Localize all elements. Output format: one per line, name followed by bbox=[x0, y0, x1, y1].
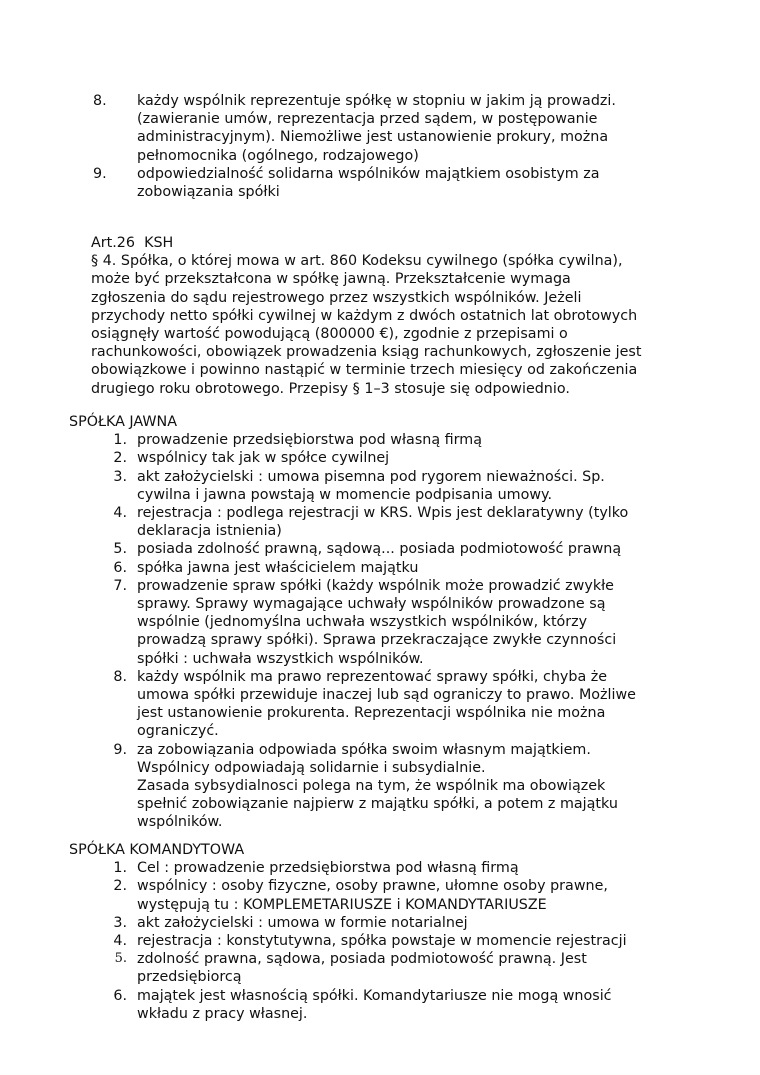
list-item bbox=[69, 950, 729, 986]
article-line: osiągnęły wartość powodującą (800000 €), zgodnie z przepisami o bbox=[91, 326, 568, 343]
list-number: 8. bbox=[93, 93, 107, 109]
list-item bbox=[69, 577, 729, 668]
article-line: § 4. Spółka, o której mowa w art. 860 Kodeksu cywilnego (spółka cywilna), bbox=[91, 253, 623, 270]
list-line: przedsiębiorcą bbox=[137, 969, 242, 986]
list-line: za zobowiązania odpowiada spółka swoim własnym majątkiem. bbox=[137, 741, 591, 758]
list-line: ograniczyć. bbox=[137, 723, 219, 740]
list-item bbox=[69, 431, 729, 449]
list-line: akt założycielski : umowa pisemna pod rygorem nieważności. Sp. bbox=[137, 468, 605, 485]
section-heading-jawna: SPÓŁKA JAWNA bbox=[69, 414, 178, 430]
list-number: 9. bbox=[113, 741, 127, 758]
list-item bbox=[69, 877, 729, 913]
list-number: 6. bbox=[113, 987, 127, 1004]
list-item bbox=[69, 468, 729, 504]
list-number: 1. bbox=[113, 432, 127, 449]
list-item bbox=[69, 668, 729, 741]
list-number: 5. bbox=[114, 951, 127, 967]
list-item bbox=[93, 165, 733, 201]
list-number: 2. bbox=[113, 878, 127, 895]
article-line: może być przekształcona w spółkę jawną. Przekształcenie wymaga bbox=[91, 271, 571, 288]
list-line: wspólnicy tak jak w spółce cywilnej bbox=[137, 450, 390, 467]
list-line: wspólników. bbox=[137, 814, 223, 831]
list-number: 6. bbox=[113, 559, 127, 576]
list-line: każdy wspólnik reprezentuje spółkę w stopniu w jakim ją prowadzi. bbox=[137, 93, 616, 109]
list-line: spełnić zobowiązanie najpierw z majątku spółki, a potem z majątku bbox=[137, 796, 618, 813]
list-line: wspólnicy : osoby fizyczne, osoby prawne, ułomne osoby prawne, bbox=[137, 878, 608, 895]
list-line: Cel : prowadzenie przedsiębiorstwa pod własną firmą bbox=[137, 860, 519, 877]
list-item bbox=[69, 914, 729, 932]
list-line: pełnomocnika (ogólnego, rodzajowego) bbox=[137, 147, 419, 164]
list-item bbox=[69, 449, 729, 467]
article-line: przychody netto spółki cywilnej w każdym z dwóch ostatnich lat obrotowych bbox=[91, 307, 638, 324]
list-line: każdy wspólnik ma prawo reprezentować sprawy spółki, chyba że bbox=[137, 668, 608, 685]
list-item bbox=[69, 859, 729, 877]
top-list bbox=[93, 92, 733, 201]
list-line: akt założycielski : umowa w formie notarialnej bbox=[137, 914, 468, 931]
list-line: posiada zdolność prawną, sądową... posiada podmiotowość prawną bbox=[137, 541, 622, 558]
list-line: prowadzą sprawy spółki). Sprawa przekraczające zwykłe czynności bbox=[137, 632, 617, 649]
list-number: 3. bbox=[113, 468, 127, 485]
article-line: rachunkowości, obowiązek prowadzenia ksiąg rachunkowych, zgłoszenie jest bbox=[91, 344, 642, 361]
list-number: 1. bbox=[113, 860, 127, 877]
list-line: wkładu z pracy własnej. bbox=[137, 1005, 308, 1022]
jawna-section bbox=[69, 413, 729, 832]
article-line: zgłoszenia do sądu rejestrowego przez wszystkich wspólników. Jeżeli bbox=[91, 289, 582, 306]
list-line: zobowiązania spółki bbox=[137, 184, 280, 201]
list-number: 3. bbox=[113, 914, 127, 931]
list-number: 4. bbox=[113, 933, 127, 950]
list-item bbox=[69, 741, 729, 832]
list-number: 2. bbox=[113, 450, 127, 467]
list-line: Zasada sybsydialnosci polega na tym, że wspólnik ma obowiązek bbox=[137, 778, 606, 795]
list-line: administracyjnym). Niemożliwe jest ustanowienie prokury, można bbox=[137, 129, 609, 146]
list-item bbox=[69, 504, 729, 540]
list-item bbox=[93, 92, 733, 165]
article-section bbox=[91, 234, 731, 398]
list-line: prowadzenie przedsiębiorstwa pod własną firmą bbox=[137, 432, 482, 449]
list-item bbox=[69, 559, 729, 577]
list-number: 8. bbox=[113, 668, 127, 685]
list-line: (zawieranie umów, reprezentacja przed sądem, w postępowanie bbox=[137, 111, 598, 128]
list-number: 4. bbox=[113, 505, 127, 522]
list-line: prowadzenie spraw spółki (każdy wspólnik może prowadzić zwykłe bbox=[137, 577, 614, 594]
list-line: zdolność prawna, sądowa, posiada podmiotowość prawną. Jest bbox=[137, 951, 587, 968]
list-line: odpowiedzialność solidarna wspólników majątkiem osobistym za bbox=[137, 165, 600, 182]
list-line: umowa spółki przewiduje inaczej lub sąd ograniczy to prawo. Możliwe bbox=[137, 687, 636, 704]
article-heading: Art.26 KSH bbox=[91, 235, 174, 251]
list-item bbox=[69, 987, 729, 1023]
list-line: majątek jest własnością spółki. Komandytariusze nie mogą wnosić bbox=[137, 987, 612, 1004]
list-number: 7. bbox=[113, 577, 127, 594]
jawna-list bbox=[69, 431, 729, 831]
article-line: drugiego roku obrotowego. Przepisy § 1–3 stosuje się odpowiednio. bbox=[91, 380, 570, 397]
komandytowa-section bbox=[69, 841, 729, 1023]
list-line: rejestracja : konstytutywna, spółka powstaje w momencie rejestracji bbox=[137, 933, 627, 950]
list-line: sprawy. Sprawy wymagające uchwały wspólników prowadzone są bbox=[137, 596, 606, 613]
section-heading-komandytowa: SPÓŁKA KOMANDYTOWA bbox=[69, 842, 245, 858]
list-item bbox=[69, 540, 729, 558]
list-number: 9. bbox=[93, 165, 107, 182]
komandytowa-list bbox=[69, 859, 729, 1023]
list-line: jest ustanowienie prokurenta. Reprezentacji wspólnika nie można bbox=[137, 705, 606, 722]
list-line: wspólnie (jednomyślna uchwała wszystkich wspólników, którzy bbox=[137, 614, 588, 631]
list-number: 5. bbox=[113, 541, 127, 558]
list-line: spółki : uchwała wszystkich wspólników. bbox=[137, 650, 424, 667]
list-line: Wspólnicy odpowiadają solidarnie i subsydialnie. bbox=[137, 759, 486, 776]
article-line: obowiązkowe i powinno nastąpić w terminie trzech miesięcy od zakończenia bbox=[91, 362, 638, 379]
list-line: deklaracja istnienia) bbox=[137, 523, 282, 540]
list-item bbox=[69, 932, 729, 950]
list-line: rejestracja : podlega rejestracji w KRS. Wpis jest deklaratywny (tylko bbox=[137, 505, 629, 522]
list-line: spółka jawna jest właścicielem majątku bbox=[137, 559, 419, 576]
list-line: cywilna i jawna powstają w momencie podpisania umowy. bbox=[137, 486, 553, 503]
list-line: występują tu : KOMPLEMETARIUSZE i KOMANDYTARIUSZE bbox=[137, 896, 547, 913]
